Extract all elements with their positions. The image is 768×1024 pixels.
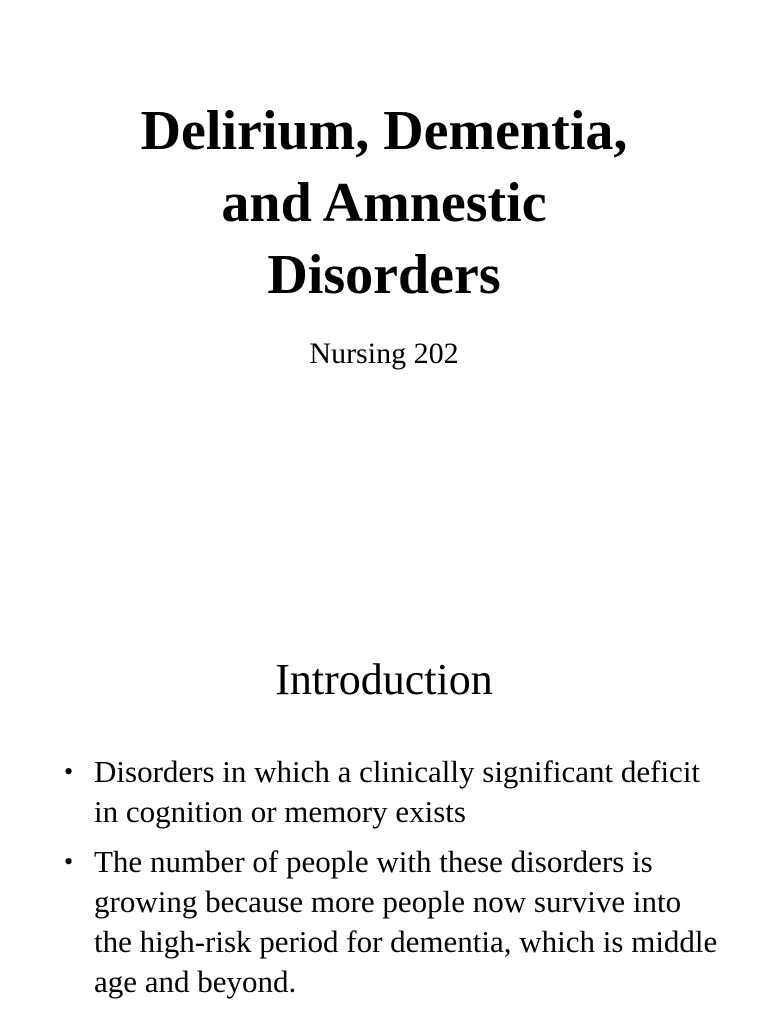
slide-title [0, 95, 768, 311]
bullet-text: Disorders in which a clinically significant deficit in cognition or memory exists [94, 754, 701, 829]
slide-subtitle: Nursing 202 [309, 337, 459, 370]
list-item [62, 842, 722, 1002]
list-item [62, 752, 722, 832]
bullet-text: The number of people with these disorders is growing because more people now survive into the high-risk period for dementia, which is middle age and beyond. [94, 844, 718, 999]
bullet-icon: • [64, 757, 74, 786]
bullet-list [62, 752, 722, 1012]
title-line-3: Disorders [267, 244, 501, 306]
bullet-icon: • [64, 847, 74, 876]
introduction-slide [0, 512, 768, 1024]
section-heading: Introduction [275, 655, 493, 704]
title-line-2: and Amnestic [221, 172, 547, 234]
title-line-1: Delirium, Dementia, [140, 100, 628, 162]
